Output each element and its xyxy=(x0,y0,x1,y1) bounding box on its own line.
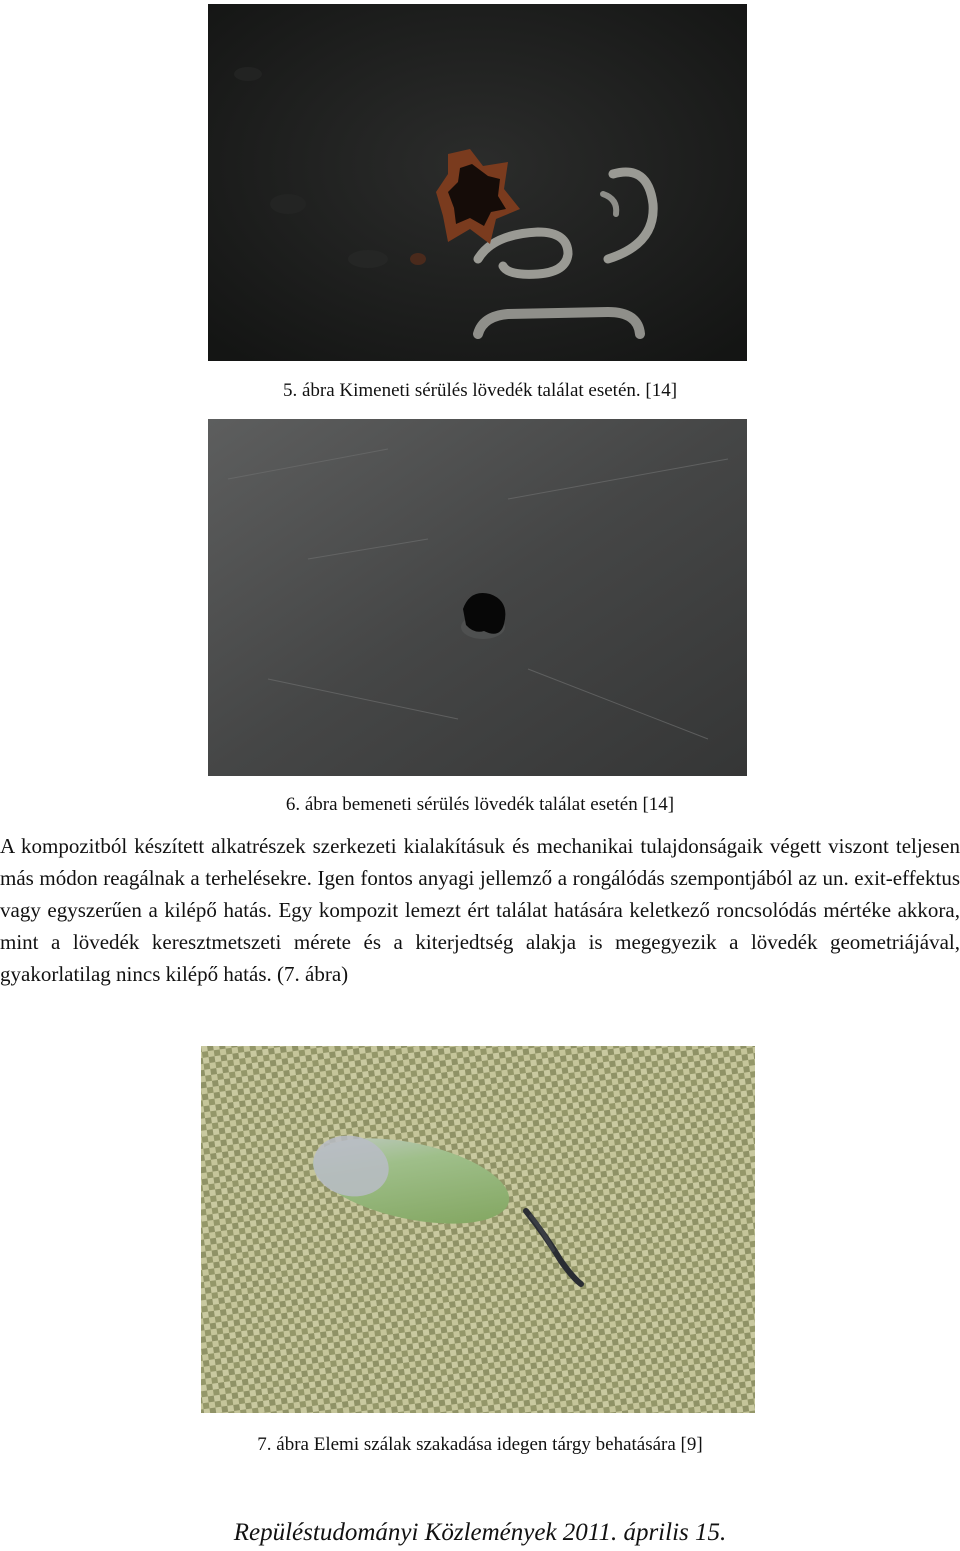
figure-7-caption: 7. ábra Elemi szálak szakadása idegen tárgy behatására [9] xyxy=(257,1434,703,1455)
figure-6-photo xyxy=(208,419,747,776)
figure-7-photo xyxy=(201,1046,755,1413)
figure-5-photo xyxy=(208,4,747,361)
journal-footer: Repüléstudományi Közlemények 2011. április 15. xyxy=(233,1519,727,1546)
body-paragraph: A kompozitból készített alkatrészek szerkezeti kialakításuk és mechanikai tulajdonságaik végett viszont teljesen más módon reagálnak a terhelésekre. Igen fontos anyagi jellemző a rongálódás szempontjából az un. exit-effektus vagy egyszerűen a kilépő hatás. Egy kompozit lemezt ért találat hatására keletkező roncsolódás mértéke akkora, mint a lövedék keresztmetszeti mérete és a kiterjedtség alakja is megegyezik a lövedék geometriájával, gyakorlatilag nincs kilépő hatás. (7. ábra) xyxy=(0,834,960,986)
figure-5-caption: 5. ábra Kimeneti sérülés lövedék találat esetén. [14] xyxy=(282,380,678,401)
figure-6-caption: 6. ábra bemeneti sérülés lövedék találat esetén [14] xyxy=(285,794,675,815)
